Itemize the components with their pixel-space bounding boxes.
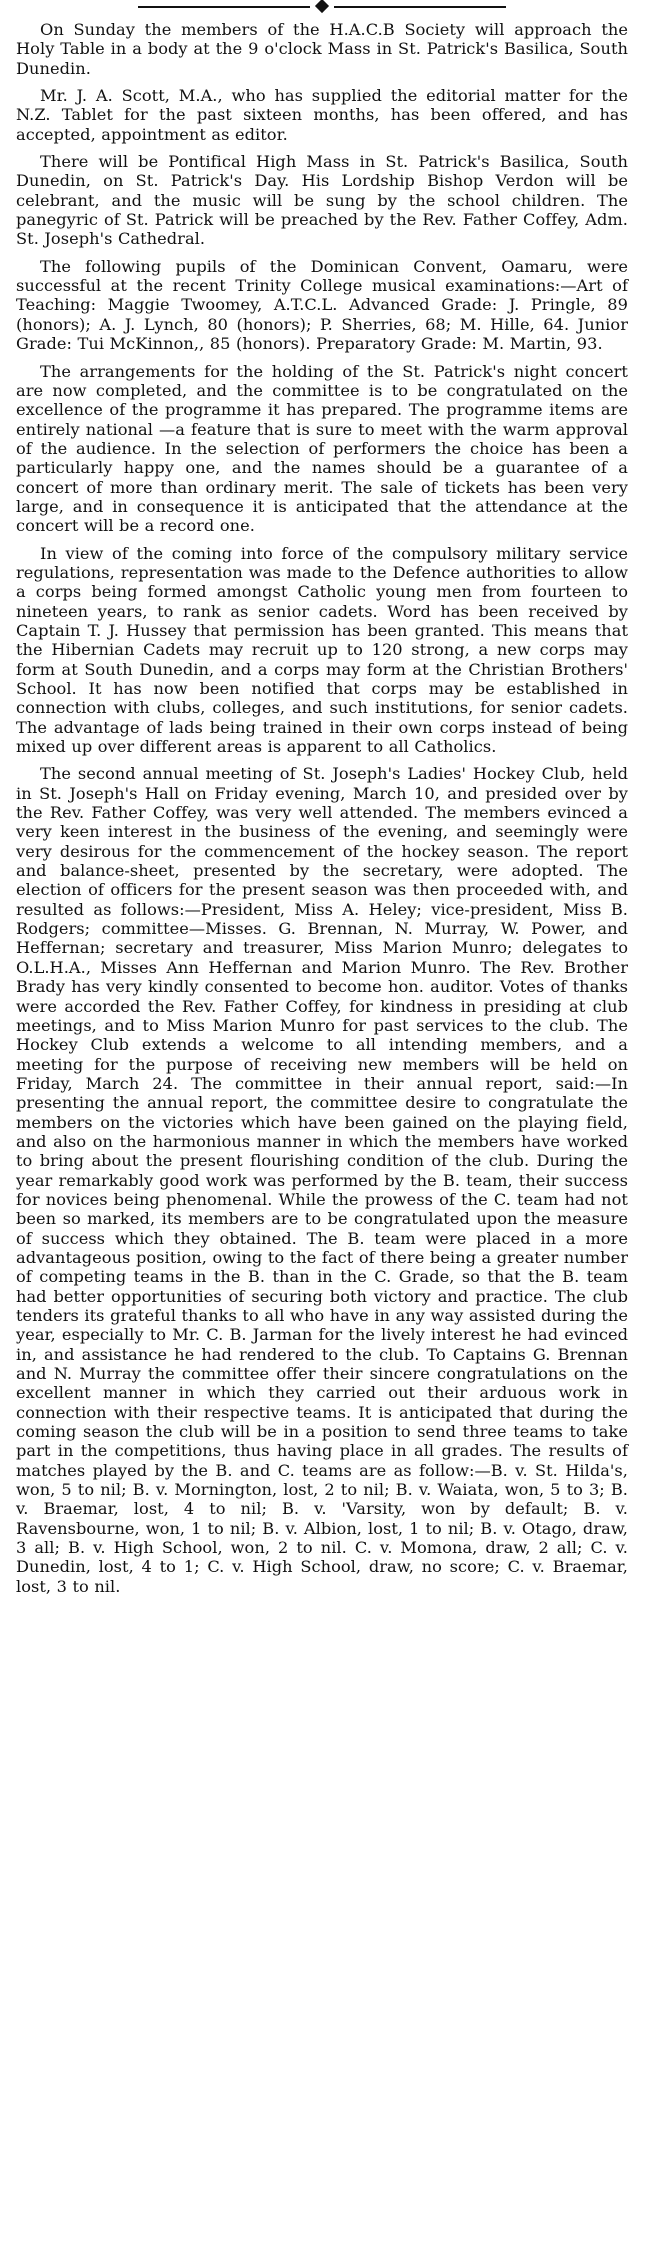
paragraph-hockey-club: The second annual meeting of St. Joseph's Ladies' Hockey Club, held in St. Joseph's Hall on Friday evening, March 10, and presided over by the Rev. Father Coffey, was very well attended. The members evinced a very keen interest in the business of the evening, and seemingly were very desirous for the commencement of the hockey season. The report and balance-sheet, presented by the secretary, were adopted. The election of officers for the present season was then proceeded with, and resulted as follows:—President, Miss A. Heley; vice-president, Miss B. Rodgers; committee—Misses. G. Brennan, N. Murray, W. Power, and Heffernan; secretary and treasurer, Miss Marion Munro; delegates to O.L.H.A., Misses Ann Heffernan and Marion Munro. The Rev. Brother Brady has very kindly consented to become hon. auditor. Votes of thanks were accorded the Rev. Father Coffey, for kindness in presiding at club meetings, and to Miss Marion Munro for past services to the club. The Hockey Club extends a welcome to all intending members, and a meeting for the purpose of receiving new members will be held on Friday, March 24. The committee in their annual report, said:—In presenting the annual report, the committee desire to congratulate the members on the victories which have been gained on the playing field, and also on the harmonious manner in which the members have worked to bring about the present flourishing condition of the club. During the year remarkably good work was performed by the B. team, their success for novices being phenomenal. While the prowess of the C. team had not been so marked, its members are to be congratulated upon the measure of success which they obtained. The B. team were placed in a more advantageous position, owing to the fact of there being a greater number of competing teams in the B. than in the C. Grade, so that the B. team had better opportunities of securing both victory and practice. The club tenders its grateful thanks to all who have in any way assisted during the year, especially to Mr. C. B. Jarman for the lively interest he had evinced in, and assistance he had rendered to the club. To Captains G. Brennan and N. Murray the committee offer their sincere congratulations on the excellent manner in which they carried out their arduous work in connection with their respective teams. It is anticipated that during the coming season the club will be in a position to send three teams to take part in the competitions, thus having place in all grades. The results of matches played by the B. and C. teams are as follow:—B. v. St. Hilda's, won, 5 to nil; B. v. Mornington, lost, 2 to nil; B. v. Waiata, won, 5 to 3; B. v. Braemar, lost, 4 to nil; B. v. 'Varsity, won by default; B. v. Ravensbourne, won, 1 to nil; B. v. Albion, lost, 1 to nil; B. v. Otago, draw, 3 all; B. v. High School, won, 2 to nil. C. v. Momona, draw, 2 all; C. v. Dunedin, lost, 4 to 1; C. v. High School, draw, no score; C. v. Braemar, lost, 3 to nil. xyxy=(16,764,628,1596)
ornament-rule-right xyxy=(334,6,505,8)
paragraph-pontifical-mass: There will be Pontifical High Mass in St. Patrick's Basilica, South Dunedin, on St. Patrick's Day. His Lordship Bishop Verdon will be celebrant, and the music will be sung by the school children. The panegyric of St. Patrick will be preached by the Rev. Father Coffey, Adm. St. Joseph's Cathedral. xyxy=(16,152,628,249)
paragraph-military-service: In view of the coming into force of the compulsory military service regulations, representation was made to the Defence authorities to allow a corps being formed amongst Catholic young men from fourteen to nineteen years, to rank as senior cadets. Word has been received by Captain T. J. Hussey that permission has been granted. This means that the Hibernian Cadets may recruit up to 120 strong, a new corps may form at South Dunedin, and a corps may form at the Christian Brothers' School. It has now been notified that corps may be established in connection with clubs, colleges, and such institutions, for senior cadets. The advantage of lads being trained in their own corps instead of being mixed up over different areas is apparent to all Catholics. xyxy=(16,543,628,757)
ornament-diamond-icon xyxy=(315,0,329,13)
newspaper-column xyxy=(16,0,628,2244)
paragraph-music-examinations: The following pupils of the Dominican Convent, Oamaru, were successful at the recent Trinity College musical examinations:—Art of Teaching: Maggie Twoomey, A.T.C.L. Advanced Grade: J. Pringle, 89 (honors); A. J. Lynch, 80 (honors); P. Sherries, 68; M. Hille, 64. Junior Grade: Tui McKinnon,, 85 (honors). Preparatory Grade: M. Martin, 93. xyxy=(16,256,628,354)
ornament-rule-left xyxy=(138,6,309,8)
paragraph-editor-appointment: Mr. J. A. Scott, M.A., who has supplied the editorial matter for the N.Z. Tablet for the past sixteen months, has been offered, and has accepted, appointment as editor. xyxy=(16,86,628,144)
paragraph-hacb-society: On Sunday the members of the H.A.C.B Society will approach the Holy Table in a body at the 9 o'clock Mass in St. Patrick's Basilica, South Dunedin. xyxy=(16,20,628,78)
ornamental-rule xyxy=(16,0,628,14)
paragraph-st-patricks-concert: The arrangements for the holding of the St. Patrick's night concert are now completed, and the committee is to be congratulated on the excellence of the programme it has prepared. The programme items are entirely national —a feature that is sure to meet with the warm approval of the audience. In the selection of performers the choice has been a particularly happy one, and the names should be a guarantee of a concert of more than ordinary merit. The sale of tickets has been very large, and in consequence it is anticipated that the attendance at the concert will be a record one. xyxy=(16,361,628,536)
